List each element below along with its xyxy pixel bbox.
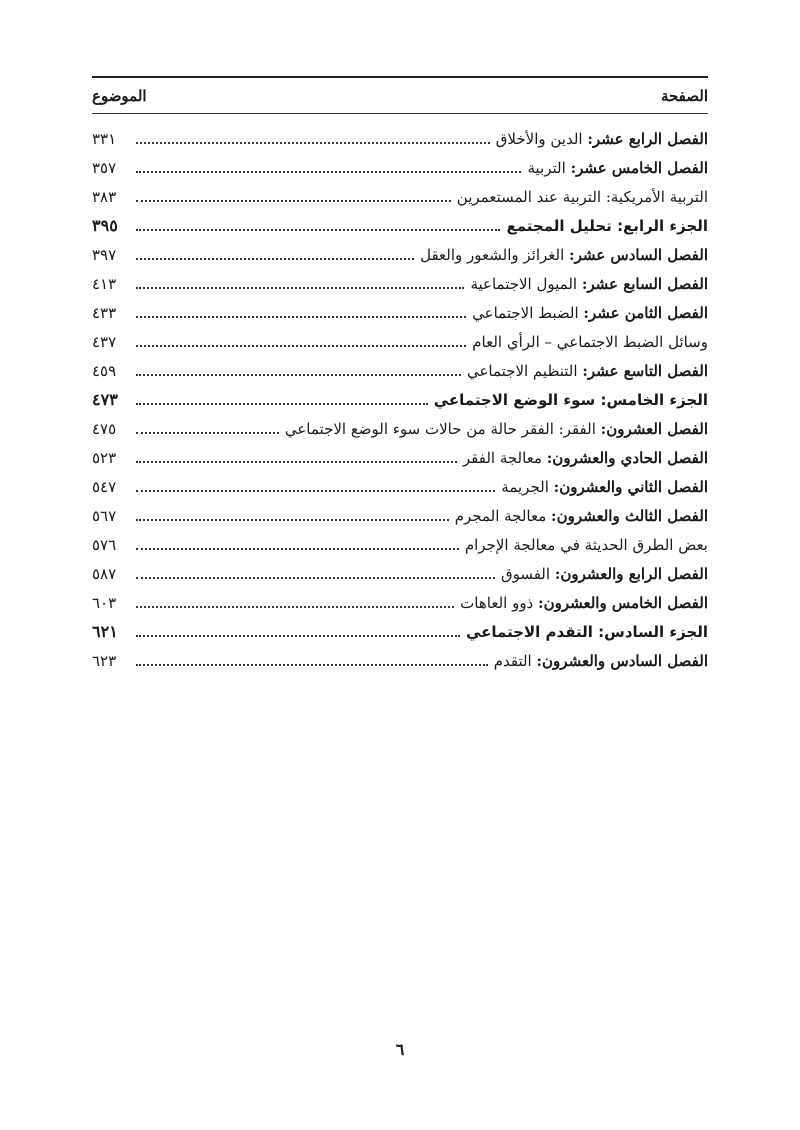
top-rule [92, 76, 708, 78]
toc-entry [92, 530, 708, 559]
toc-entry-page: ٤١٣ [92, 274, 117, 293]
toc-entry-page: ٤٣٣ [92, 303, 117, 322]
toc-entry-page: ٤٧٣ [92, 390, 118, 409]
dot-leader [136, 200, 451, 202]
toc-entry [92, 211, 708, 240]
toc-entry-lead: الفصل الرابع عشر: [587, 129, 708, 148]
toc-entry-title: التنظيم الاجتماعي [466, 361, 578, 380]
toc-entry [92, 327, 708, 356]
toc-entry-label [455, 507, 708, 525]
dot-leader [136, 258, 414, 260]
toc-entry [92, 124, 708, 153]
toc-entry-label [496, 130, 708, 148]
toc-entry-lead: الجزء الرابع: [617, 216, 708, 235]
toc-entry-page: ٦٠٣ [92, 593, 117, 612]
dot-leader [136, 287, 464, 289]
toc-entry [92, 501, 708, 530]
toc-entry-title: التربية الأمريكية: التربية عند المستعمرين [456, 187, 708, 206]
toc-entry [92, 153, 708, 182]
dot-leader [136, 519, 449, 521]
toc-entry-label [501, 565, 708, 583]
toc-entry-title: سوء الوضع الاجتماعي [433, 390, 596, 409]
toc-entry-page: ٦٢٣ [92, 651, 117, 670]
toc-entry-label [457, 188, 708, 206]
toc-entry [92, 298, 708, 327]
toc-entry-title: تحليل المجتمع [506, 216, 612, 235]
toc-entry [92, 443, 708, 472]
toc-entry-title: الغرائز والشعور والعقل [420, 245, 565, 264]
dot-leader [136, 345, 466, 347]
toc-header [92, 84, 708, 108]
toc-entry-label [463, 449, 708, 467]
dot-leader [136, 403, 428, 405]
toc-entry [92, 356, 708, 385]
toc-entry-label [527, 159, 708, 177]
toc-entry-lead: الفصل الرابع والعشرون: [554, 564, 708, 583]
toc-entry-page: ٤٧٥ [92, 419, 117, 438]
page-column-label: الصفحة [660, 87, 708, 105]
dot-leader [136, 606, 454, 608]
toc-entry [92, 385, 708, 414]
toc-entry-lead: الفصل السابع عشر: [581, 274, 708, 293]
toc-entry-title: معالجة الفقر [462, 448, 542, 467]
dot-leader [136, 548, 459, 550]
toc-entry-title: بعض الطرق الحديثة في معالجة الإجرام [464, 535, 708, 554]
toc-entry-page: ٣٨٣ [92, 187, 117, 206]
toc-entry [92, 646, 708, 675]
dot-leader [136, 490, 495, 492]
toc-entry-label [470, 275, 708, 293]
toc-entry-lead: الفصل الثالث والعشرون: [551, 506, 708, 525]
dot-leader [136, 374, 461, 376]
table-of-contents [92, 124, 708, 675]
dot-leader [136, 229, 500, 231]
dot-leader [136, 664, 488, 666]
dot-leader [136, 635, 460, 637]
toc-entry-label [494, 652, 708, 670]
toc-entry-page: ٦٢١ [92, 622, 118, 641]
toc-entry [92, 588, 708, 617]
toc-entry-title: ذوو العاهات [460, 593, 534, 612]
toc-entry [92, 472, 708, 501]
toc-entry-title: الضبط الاجتماعي [472, 303, 579, 322]
toc-entry-title: التقدم [493, 651, 532, 670]
header-rule [92, 113, 708, 114]
toc-entry-title: الدين والأخلاق [495, 129, 583, 148]
toc-entry-lead: الفصل السادس عشر: [569, 245, 708, 264]
dot-leader [136, 577, 495, 579]
toc-entry-label [460, 594, 708, 612]
toc-entry-label [467, 362, 708, 380]
topic-column-label: الموضوع [92, 87, 147, 105]
toc-entry-page: ٤٥٩ [92, 361, 117, 380]
toc-entry-label [285, 420, 708, 438]
toc-entry-lead: الفصل التاسع عشر: [582, 361, 708, 380]
dot-leader [136, 142, 490, 144]
toc-entry-title: الفقر: الفقر حالة من حالات سوء الوضع الاجتماعي [284, 419, 596, 438]
toc-entry-label [501, 478, 708, 496]
toc-entry-page: ٥٢٣ [92, 448, 117, 467]
toc-entry-lead: الجزء السادس: [598, 622, 708, 641]
toc-entry-lead: الفصل الثامن عشر: [583, 303, 708, 322]
toc-entry-page: ٥٦٧ [92, 506, 117, 525]
toc-entry-lead: الفصل السادس والعشرون: [536, 651, 708, 670]
toc-entry-lead: الجزء الخامس: [600, 390, 708, 409]
toc-entry [92, 559, 708, 588]
toc-entry-label [506, 217, 708, 235]
toc-entry [92, 269, 708, 298]
toc-entry-page: ٣٣١ [92, 129, 117, 148]
dot-leader [136, 432, 279, 434]
toc-entry-label [434, 391, 708, 409]
toc-entry-page: ٥٨٧ [92, 564, 117, 583]
toc-entry-lead: الفصل الحادي والعشرون: [546, 448, 708, 467]
toc-entry-lead: الفصل الخامس عشر: [570, 158, 708, 177]
toc-entry [92, 182, 708, 211]
toc-entry [92, 240, 708, 269]
toc-entry-label [472, 333, 708, 351]
toc-entry-lead: الفصل الخامس والعشرون: [538, 593, 708, 612]
toc-entry-page: ٤٣٧ [92, 332, 117, 351]
toc-entry-label [465, 536, 708, 554]
toc-entry-label [466, 623, 708, 641]
toc-entry-title: التربية [527, 158, 566, 177]
toc-entry-title: التقدم الاجتماعي [465, 622, 593, 641]
toc-entry-title: وسائل الضبط الاجتماعي – الرأي العام [472, 332, 708, 351]
toc-entry-title: الميول الاجتماعية [470, 274, 578, 293]
toc-entry-title: الجريمة [501, 477, 549, 496]
toc-entry-page: ٣٩٥ [92, 216, 118, 235]
toc-entry-page: ٥٤٧ [92, 477, 117, 496]
toc-entry-page: ٣٥٧ [92, 158, 117, 177]
dot-leader [136, 316, 466, 318]
toc-entry-lead: الفصل الثاني والعشرون: [553, 477, 708, 496]
toc-entry-lead: الفصل العشرون: [600, 419, 708, 438]
toc-entry [92, 617, 708, 646]
toc-entry [92, 414, 708, 443]
toc-entry-label [472, 304, 708, 322]
page-number: ٦ [395, 1040, 405, 1059]
dot-leader [136, 171, 521, 173]
toc-entry-page: ٥٧٦ [92, 535, 117, 554]
dot-leader [136, 461, 457, 463]
toc-entry-page: ٣٩٧ [92, 245, 117, 264]
toc-entry-label [420, 246, 708, 264]
toc-entry-title: الفسوق [500, 564, 551, 583]
toc-entry-title: معالجة المجرم [454, 506, 547, 525]
